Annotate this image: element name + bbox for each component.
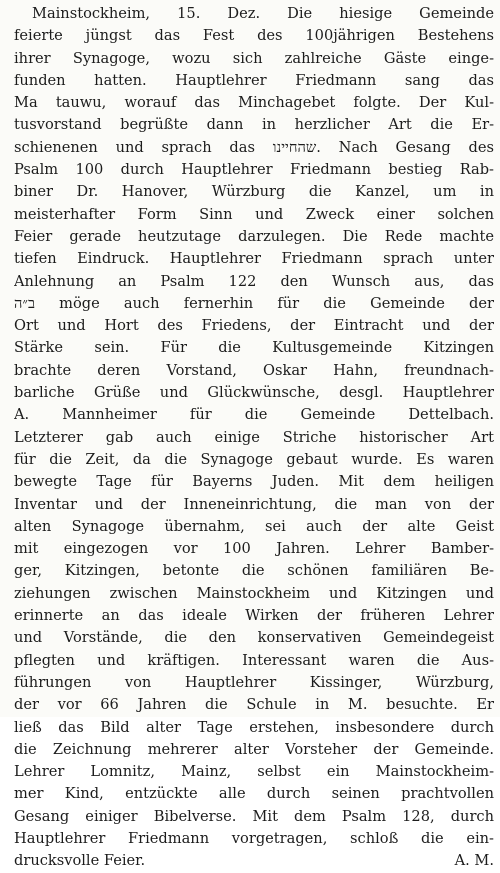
article-line: feierte jüngst das Fest des 100jährigen Bestehens: [14, 27, 494, 45]
article-line: führungen von Hauptlehrer Kissinger, Würzburg,: [14, 673, 494, 691]
article-last-line: [14, 850, 494, 872]
article-line: A. Mannheimer für die Gemeinde Dettelbach.: [14, 406, 494, 424]
article-line: und Vorstände, die den konservativen Gemeindegeist: [14, 629, 494, 647]
article-line: drucksvolle Feier.: [14, 852, 146, 870]
article-line: Stärke sein. Für die Kultusgemeinde Kitzingen: [14, 339, 494, 357]
news-article: [14, 3, 494, 873]
article-line: der vor 66 Jahren die Schule in M. besuchte. Er: [14, 696, 494, 714]
article-line: ziehungen zwischen Mainstockheim und Kitzingen und: [14, 584, 494, 602]
article-line: Hauptlehrer Friedmann vorgetragen, schloß die ein-: [14, 829, 494, 847]
article-line: biner Dr. Hanover, Würzburg die Kanzel, um in: [14, 183, 494, 201]
article-line: bewegte Tage für Bayerns Juden. Mit dem heiligen: [14, 473, 494, 491]
article-line: meisterhafter Form Sinn und Zweck einer solchen: [14, 205, 494, 223]
article-line: die Zeichnung mehrerer alter Vorsteher der Gemeinde.: [14, 740, 494, 758]
article-line: pflegten und kräftigen. Interessant waren die Aus-: [14, 651, 494, 669]
article-line: funden hatten. Hauptlehrer Friedmann sang das: [14, 71, 494, 89]
article-line: mer Kind, entzückte alle durch seinen prachtvollen: [14, 785, 494, 803]
article-line: Feier gerade heutzutage darzulegen. Die Rede machte: [14, 227, 494, 245]
article-line: Ma tauwu, worauf das Minchagebet folgte. Der Kul-: [14, 94, 494, 112]
article-line: brachte deren Vorstand, Oskar Hahn, freundnach-: [14, 361, 494, 379]
article-line: tiefen Eindruck. Hauptlehrer Friedmann sprach unter: [14, 250, 494, 268]
article-line: erinnerte an das ideale Wirken der früheren Lehrer: [14, 607, 494, 625]
article-line: mit eingezogen vor 100 Jahren. Lehrer Bamber-: [14, 540, 494, 558]
article-line: Psalm 100 durch Hauptlehrer Friedmann bestieg Rab-: [14, 161, 494, 179]
article-line: tusvorstand begrüßte dann in herzlicher Art die Er-: [14, 116, 494, 134]
article-line: Inventar und der Inneneinrichtung, die man von der: [14, 495, 494, 513]
article-line: ließ das Bild alter Tage erstehen, insbesondere durch: [14, 718, 494, 736]
article-line: Mainstockheim, 15. Dez. Die hiesige Gemeinde: [32, 5, 494, 22]
article-line: alten Synagoge übernahm, sei auch der alte Geist: [14, 517, 494, 535]
article-line: barliche Grüße und Glückwünsche, desgl. Hauptlehrer: [14, 384, 494, 402]
article-line: ihrer Synagoge, wozu sich zahlreiche Gäste einge-: [14, 49, 494, 67]
article-line: ב״ה möge auch fernerhin für die Gemeinde der: [14, 294, 494, 312]
article-line: Lehrer Lomnitz, Mainz, selbst ein Mainstockheim-: [14, 763, 494, 781]
article-line: ger, Kitzingen, betonte die schönen familiären Be-: [14, 562, 494, 580]
article-line: schienenen und sprach das שהחיינו. Nach Gesang des: [14, 138, 494, 156]
article-line: Letzterer gab auch einige Striche historischer Art: [14, 428, 494, 446]
author-signature: A. M.: [454, 852, 494, 870]
article-line: für die Zeit, da die Synagoge gebaut wurde. Es waren: [14, 450, 494, 468]
article-line: Anlehnung an Psalm 122 den Wunsch aus, das: [14, 272, 494, 290]
article-line: Gesang einiger Bibelverse. Mit dem Psalm 128, durch: [14, 807, 494, 825]
article-line: Ort und Hort des Friedens, der Eintracht und der: [14, 317, 494, 335]
